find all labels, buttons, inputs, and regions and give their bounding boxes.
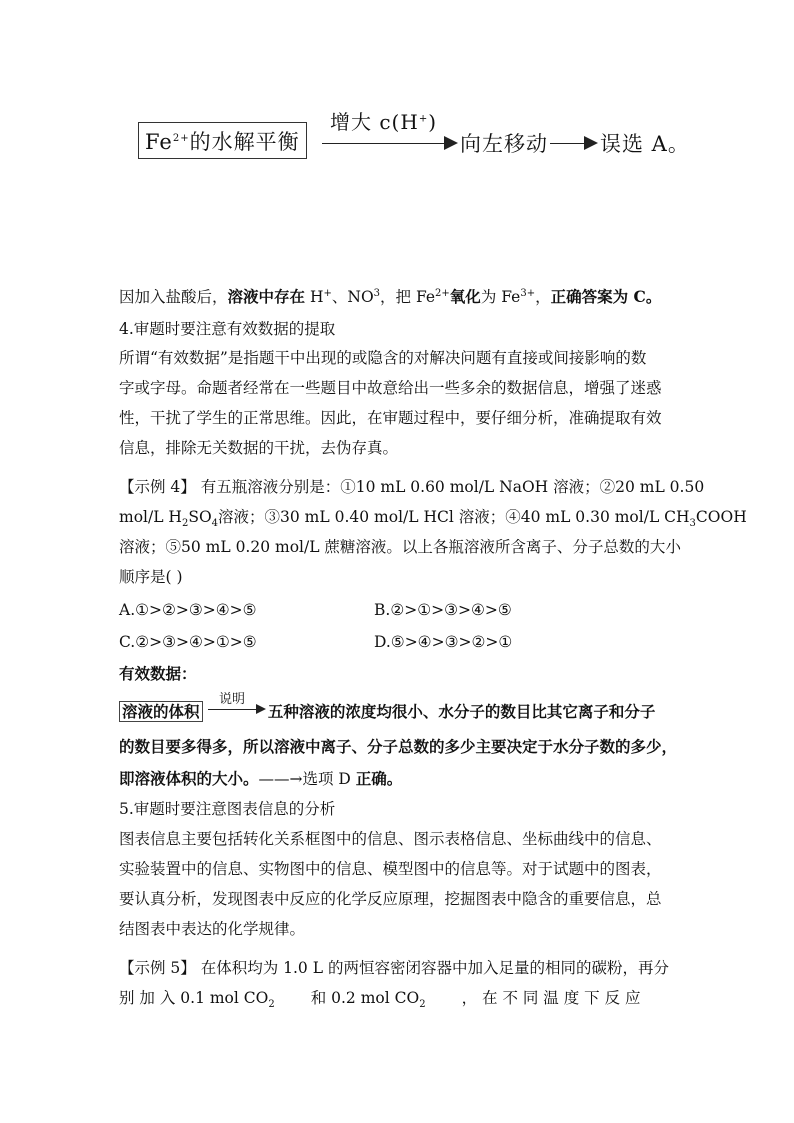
flow-arrow-label xyxy=(330,106,437,135)
flow-arrow-label-post: ) xyxy=(428,110,438,134)
example-4-line-2 xyxy=(119,506,747,535)
text-segment-bold: 溶液中存在 xyxy=(227,287,306,307)
example-4-line-3: 溶液；⑤50 mL 0.20 mol/L 蔗糖溶液。以上各瓶溶液所含离子、分子总数的大小 xyxy=(119,538,681,556)
flow-arrow2-head-icon xyxy=(584,136,598,150)
example-4-line-1: 【示例 4】 有五瓶溶液分别是：①10 mL 0.60 mol/L NaOH 溶液；②20 mL 0.50 xyxy=(119,478,705,496)
analysis-line-2: 的数目要多得多，所以溶液中离子、分子总数的多少主要决定于水分子数的多少， xyxy=(119,737,678,756)
sub: 2 xyxy=(181,518,189,530)
flow-box-text: 的水解平衡 xyxy=(189,130,300,154)
text-segment: 和 0.2 mol CO xyxy=(310,989,420,1007)
heading-4: 4.审题时要注意有效数据的提取 xyxy=(119,320,336,338)
valid-data-label: 有效数据： xyxy=(119,664,197,683)
option-a: A.①>②>③>④>⑤ xyxy=(119,601,257,619)
text-segment: COOH xyxy=(695,508,747,526)
text-segment: H xyxy=(305,288,324,307)
flow-end-text: 误选 A。 xyxy=(600,132,690,156)
text-segment: 溶液；③30 mL 0.40 mol/L HCl 溶液；④40 mL 0.30 mol/L CH xyxy=(218,508,690,526)
option-d: D.⑤>④>③>②>① xyxy=(374,633,513,651)
text-segment: ——→选项 D xyxy=(258,770,356,788)
flow-arrow-label-pre: 增大 c(H xyxy=(330,110,419,134)
paragraph-5-line-4: 结图表中表达的化学规律。 xyxy=(119,920,306,938)
sup: + xyxy=(323,288,332,299)
flow-box-sup: 2+ xyxy=(172,133,190,144)
text-segment-bold: 正确。 xyxy=(355,769,403,788)
flow-arrow-head-icon xyxy=(444,136,458,150)
explain-label: 说明 xyxy=(219,692,246,707)
flow-box xyxy=(138,122,307,159)
paragraph-5-line-3: 要认真分析，发现图表中反应的化学反应原理，挖掘图表中隐含的重要信息，总 xyxy=(119,890,662,908)
text-segment: SO xyxy=(188,508,212,526)
sub: 2 xyxy=(419,999,426,1011)
text-segment: 别 加 入 0.1 mol CO xyxy=(119,989,269,1007)
text-segment: 、NO xyxy=(331,288,374,307)
paragraph-4-line-4: 信息，排除无关数据的干扰，去伪存真。 xyxy=(119,439,399,457)
sub: 4 xyxy=(211,518,219,530)
text-segment: mol/L H xyxy=(119,508,182,526)
analysis-line-3 xyxy=(119,768,402,790)
boxed-term: 溶液的体积 xyxy=(119,701,203,722)
heading-5: 5.审题时要注意图表信息的分析 xyxy=(119,800,336,818)
option-c: C.②>③>④>①>⑤ xyxy=(119,633,257,651)
text-segment-bold: 即溶液体积的大小。 xyxy=(119,769,259,788)
text-segment: 因加入盐酸后， xyxy=(119,288,228,307)
flow-diagram xyxy=(138,112,698,162)
text-segment: ，把 Fe xyxy=(380,288,436,307)
text-segment: 为 Fe xyxy=(480,288,521,307)
arrow-icon xyxy=(208,697,268,719)
conclusion-line xyxy=(119,283,661,308)
option-b: B.②>①>③>④>⑤ xyxy=(374,601,512,619)
paragraph-5-line-2: 实验装置中的信息、实物图中的信息、模型图中的信息等。对于试题中的图表， xyxy=(119,860,662,878)
paragraph-4-line-2: 字或字母。命题者经常在一些题目中故意给出一些多余的数据信息，增强了迷惑 xyxy=(119,379,662,397)
example-5-line-1: 【示例 5】 在体积均为 1.0 L 的两恒容密闭容器中加入足量的相同的碳粉，再分 xyxy=(119,959,669,977)
example-5-line-2 xyxy=(119,987,641,1016)
analysis-line-1 xyxy=(119,701,655,723)
paragraph-4-line-3: 性，干扰了学生的正常思维。因此，在审题过程中，要仔细分析，准确提取有效 xyxy=(119,409,662,427)
text-segment-bold: 氧化 xyxy=(449,287,481,307)
sup: 3+ xyxy=(520,288,536,299)
text-segment-bold: 正确答案为 C。 xyxy=(550,287,662,307)
flow-arrow-line xyxy=(322,143,452,144)
text-segment-bold: 五种溶液的浓度均很小、水分子的数目比其它离子和分子 xyxy=(267,702,656,721)
paragraph-5-line-1: 图表信息主要包括转化关系框图中的信息、图示表格信息、坐标曲线中的信息、 xyxy=(119,830,662,848)
flow-arrow-label-sup: + xyxy=(418,113,429,125)
sup: 3 xyxy=(373,288,381,299)
paragraph-4-line-1: 所谓“有效数据”是指题干中出现的或隐含的对解决问题有直接或间接影响的数 xyxy=(119,349,647,367)
flow-box-fe: Fe xyxy=(145,130,173,154)
sup: 2+ xyxy=(435,288,450,299)
text-segment: ， xyxy=(535,288,551,307)
sub: 2 xyxy=(268,999,275,1011)
flow-middle-text: 向左移动 xyxy=(460,132,548,156)
text-segment: ， 在 不 同 温 度 下 反 应 xyxy=(461,989,641,1007)
example-4-line-4: 顺序是( ) xyxy=(119,568,183,586)
sub: 3 xyxy=(689,518,696,530)
